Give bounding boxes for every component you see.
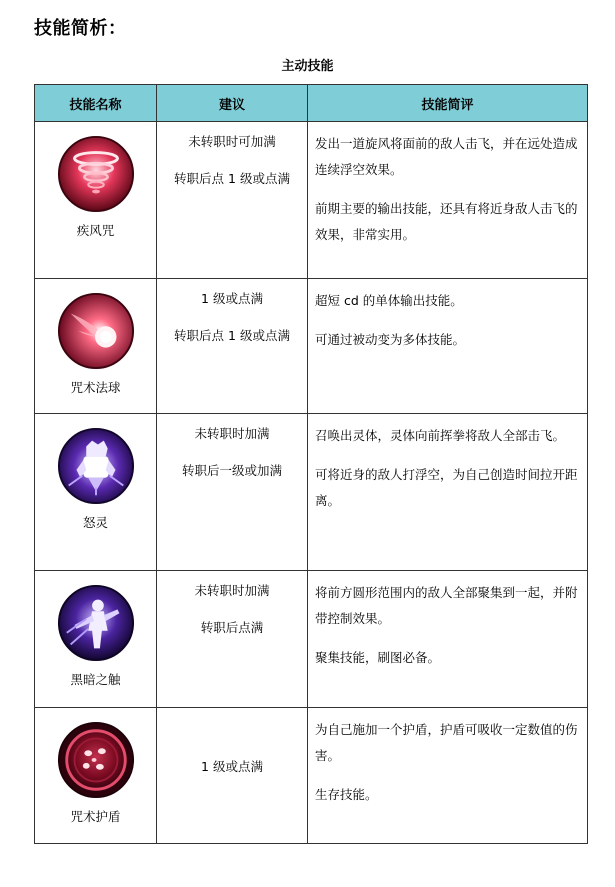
comment-paragraph: 聚集技能，刷图必备。: [315, 650, 441, 665]
shield-orb-icon: [57, 721, 135, 799]
table-row: [35, 414, 588, 571]
comment-paragraph: 可将近身的敌人打浮空，为自己创造时间拉开距离。: [315, 467, 578, 508]
skill-comment-cell: [308, 414, 588, 571]
skill-name-cell: [35, 279, 157, 414]
advice-line: 转职后点 1 级或点满: [174, 171, 290, 186]
comment-paragraph: 发出一道旋风将面前的敌人击飞，并在远处造成连续浮空效果。: [315, 136, 578, 177]
skill-name-cell: [35, 414, 157, 571]
dark-touch-icon: [57, 584, 135, 662]
comment-paragraph: 生存技能。: [315, 787, 378, 802]
skill-name: 咒术法球: [70, 380, 121, 395]
comment-paragraph: 召唤出灵体，灵体向前挥拳将敌人全部击飞。: [315, 428, 566, 443]
skill-name-cell: [35, 122, 157, 279]
comment-paragraph: 可通过被动变为多体技能。: [315, 332, 466, 347]
skill-advice-cell: [157, 571, 308, 708]
table-row: [35, 279, 588, 414]
skill-advice-cell: [157, 122, 308, 279]
advice-line: 未转职时加满: [194, 583, 270, 598]
table-header-row: [35, 85, 588, 122]
advice-line: 转职后点满: [200, 620, 264, 635]
advice-line: 未转职时可加满: [188, 134, 276, 149]
skill-comment-cell: [308, 122, 588, 279]
skill-name: 疾风咒: [76, 223, 115, 238]
skill-comment-cell: [308, 708, 588, 844]
skills-table: [34, 84, 588, 844]
header-advice: 建议: [157, 85, 308, 122]
skill-name: 黑暗之触: [70, 672, 121, 687]
comment-paragraph: 为自己施加一个护盾，护盾可吸收一定数值的伤害。: [315, 722, 578, 763]
skill-advice-cell: [157, 708, 308, 844]
header-skill-name: 技能名称: [35, 85, 157, 122]
advice-line: 1 级或点满: [201, 759, 263, 774]
skill-comment-cell: [308, 571, 588, 708]
advice-line: 转职后一级或加满: [181, 463, 282, 478]
advice-line: 1 级或点满: [201, 291, 263, 306]
fireball-icon: [57, 292, 135, 370]
comment-paragraph: 前期主要的输出技能，还具有将近身敌人击飞的效果，非常实用。: [315, 201, 578, 242]
skill-name-cell: [35, 708, 157, 844]
table-title: 主动技能: [281, 59, 334, 74]
table-row: [35, 571, 588, 708]
table-row: [35, 708, 588, 844]
skill-name: 咒术护盾: [70, 809, 121, 824]
advice-line: 转职后点 1 级或点满: [174, 328, 290, 343]
comment-paragraph: 超短 cd 的单体输出技能。: [315, 293, 463, 308]
section-heading: 技能简析：: [34, 18, 127, 39]
skill-advice-cell: [157, 279, 308, 414]
skill-advice-cell: [157, 414, 308, 571]
whirlwind-icon: [57, 135, 135, 213]
skill-comment-cell: [308, 279, 588, 414]
skill-name: 怒灵: [82, 515, 108, 530]
spirit-fist-icon: [57, 427, 135, 505]
comment-paragraph: 将前方圆形范围内的敌人全部聚集到一起，并附带控制效果。: [315, 585, 578, 626]
skill-name-cell: [35, 571, 157, 708]
table-row: [35, 122, 588, 279]
advice-line: 未转职时加满: [194, 426, 270, 441]
header-comment: 技能简评: [308, 85, 588, 122]
